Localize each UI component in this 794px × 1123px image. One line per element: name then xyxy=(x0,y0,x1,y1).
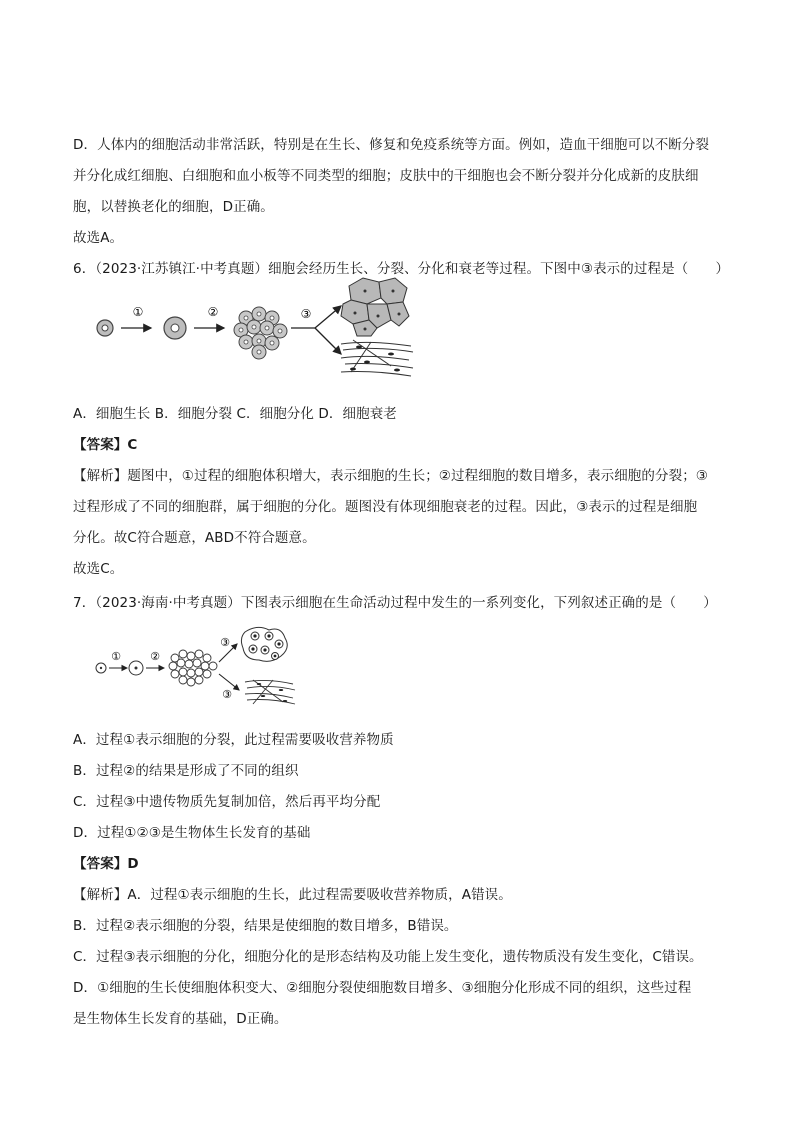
q6-label-3: ③ xyxy=(300,307,312,321)
fiber-cells-icon xyxy=(245,680,295,704)
q7-option-b: B．过程②的结果是形成了不同的组织 xyxy=(73,763,299,779)
q7-cell-process-figure xyxy=(87,622,357,712)
q7-option-c: C．过程③中遗传物质先复制加倍，然后再平均分配 xyxy=(73,794,381,810)
q7-answer: 【答案】D xyxy=(73,856,139,872)
q6-cell-process-figure xyxy=(91,274,431,386)
q7-analysis-d-line2: 是生物体生长发育的基础，D正确。 xyxy=(73,1011,288,1027)
q7-option-d: D．过程①②③是生物体生长发育的基础 xyxy=(73,825,311,841)
q7-label-1: ① xyxy=(111,650,121,663)
q7-label-3a: ③ xyxy=(220,636,230,649)
q6-label-1: ① xyxy=(132,305,144,319)
q6-label-2: ② xyxy=(207,305,219,319)
q7-label-3b: ③ xyxy=(222,688,232,701)
q7-label-2: ② xyxy=(150,650,160,663)
q6-analysis-line1: 【解析】题图中，①过程的细胞体积增大，表示细胞的生长；②过程细胞的数目增多，表示细胞的分裂；③ xyxy=(73,468,709,484)
tissue-cells-icon xyxy=(341,278,409,336)
q7-analysis-d-line1: D．①细胞的生长使细胞体积变大、②细胞分裂使细胞数目增多、③细胞分化形成不同的组织，这些过程 xyxy=(73,980,692,996)
q6-analysis-line3: 分化。故C符合题意，ABD不符合题意。 xyxy=(73,530,316,546)
q6-answer: 【答案】C xyxy=(73,437,138,453)
q7-analysis-c: C．过程③表示细胞的分化，细胞分化的是形态结构及功能上发生变化，遗传物质没有发生变化，C错误。 xyxy=(73,949,703,965)
prev-option-d-line3: 胞，以替换老化的细胞，D正确。 xyxy=(73,199,274,215)
divided-cells-icon xyxy=(169,650,217,686)
fiber-cells-icon xyxy=(341,340,413,376)
q7-stem: 7．（2023·海南·中考真题）下图表示细胞在生命活动过程中发生的一系列变化，下列叙述正确的是（ ） xyxy=(73,595,717,611)
q7-analysis-a: 【解析】A．过程①表示细胞的生长，此过程需要吸收营养物质，A错误。 xyxy=(73,887,512,903)
prev-option-d-line2: 并分化成红细胞、白细胞和血小板等不同类型的细胞；皮肤中的干细胞也会不断分裂并分化成新的皮肤细 xyxy=(73,168,699,184)
q6-analysis-line2: 过程形成了不同的细胞群，属于细胞的分化。题图没有体现细胞衰老的过程。因此，③表示的过程是细胞 xyxy=(73,499,698,515)
prev-conclusion: 故选A。 xyxy=(73,230,124,246)
q7-option-a: A．过程①表示细胞的分裂，此过程需要吸收营养物质 xyxy=(73,732,394,748)
q6-stem: 6．（2023·江苏镇江·中考真题）细胞会经历生长、分裂、分化和衰老等过程。下图中③表示的过程是（ ） xyxy=(73,261,730,277)
q7-analysis-b: B．过程②表示细胞的分裂，结果是使细胞的数目增多，B错误。 xyxy=(73,918,458,934)
prev-option-d-line1: D．人体内的细胞活动非常活跃，特别是在生长、修复和免疫系统等方面。例如，造血干细胞可以不断分裂 xyxy=(73,137,710,153)
q6-conclusion: 故选C。 xyxy=(73,561,124,577)
q6-options: A．细胞生长 B．细胞分裂 C．细胞分化 D．细胞衰老 xyxy=(73,406,397,422)
